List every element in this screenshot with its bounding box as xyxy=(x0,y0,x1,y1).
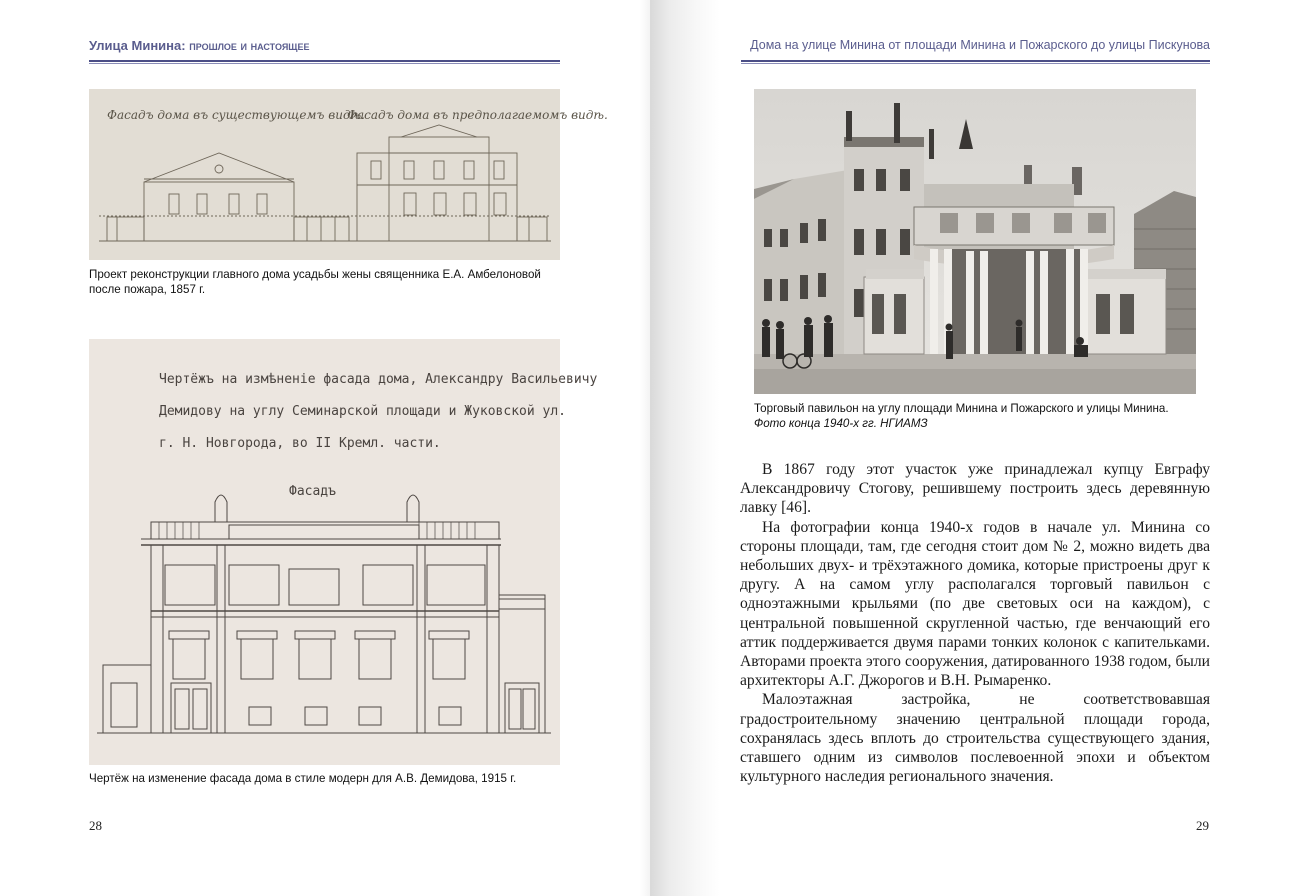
paragraph-2: На фотографии конца 1940-х годов в начале ул. Минина со стороны площади, там, где сегодня стоит дом № 2, можно видеть два небольших двух- и трёхэтажного домика, которые пристроены друг к другу. А на самом углу располагался торговый павильон с одноэтажными крыльями (по две световых оси на каждом), с центральной повышенной скругленной частью, где венчающий его аттик поддерживается двумя парами тонких колонок с капительками. Авторами проекта этого сооружения, датированного 1938 годом, были архитекторы А.Г. Джорогов и В.Н. Рымаренко. xyxy=(740,518,1210,690)
inscription-proposed: Фасадъ дома въ предполагаемомъ видѣ. xyxy=(347,108,608,122)
trade-pavilion-photo xyxy=(754,89,1196,394)
header-rule-right xyxy=(741,60,1210,64)
drawing-title-line-1: Чертёжъ на измѣненiе фасада дома, Александру Васильевичу xyxy=(159,372,598,387)
running-head-left xyxy=(89,38,309,53)
paragraph-3: Малоэтажная застройка, не соответствовавшая градостроительному значению центральной площади города, сохранялась здесь вплоть до строительства существующего здания, ставшего одним из символов послевоенной эпохи и объектом культурного наследия регионального значения. xyxy=(740,691,1210,786)
page-number-left: 28 xyxy=(89,818,102,833)
page-number-right: 29 xyxy=(1196,818,1209,833)
running-head-right: Дома на улице Минина от площади Минина и Пожарского до улицы Пискунова xyxy=(750,38,1210,52)
figure-1915-facade-drawing xyxy=(89,339,598,765)
drawing-title-line-2: Демидову на углу Семинарской площади и Жуковской ул. xyxy=(159,404,566,419)
running-head-sub: прошлое и настоящее xyxy=(189,38,310,53)
drawing-title-line-3: г. Н. Новгорода, во II Кремл. части. xyxy=(159,436,441,451)
caption-figure-1915: Чертёж на изменение фасада дома в стиле модерн для А.В. Демидова, 1915 г. xyxy=(89,772,517,785)
facade-drawing-1857 xyxy=(89,89,608,260)
figure-1857-facade-drawing xyxy=(89,89,608,260)
paragraph-1: В 1867 году этот участок уже принадлежал купцу Евграфу Александровичу Стогову, решившему построить здесь деревянную лавку [46]. xyxy=(740,461,1210,517)
facade-drawing-1915 xyxy=(89,339,598,765)
right-page xyxy=(650,0,1300,896)
caption-trade-pavilion xyxy=(754,401,1196,431)
caption-figure-1857: Проект реконструкции главного дома усадьбы жены священника Е.А. Амбелоновой после пожара, 1857 г. xyxy=(89,268,541,296)
caption-text: Торговый павильон на углу площади Минина и Пожарского и улицы Минина. xyxy=(754,402,1169,415)
caption-credit: Фото конца 1940-х гг. НГИАМЗ xyxy=(754,417,928,430)
figure-trade-pavilion-photo xyxy=(754,89,1196,394)
body-text xyxy=(740,460,1210,786)
inscription-existing: Фасадъ дома въ существующемъ видѣ. xyxy=(107,108,365,122)
header-rule-left xyxy=(89,60,560,64)
running-head-main: Улица Минина: xyxy=(89,38,186,53)
drawing-facade-label: Фасадъ xyxy=(289,484,336,499)
